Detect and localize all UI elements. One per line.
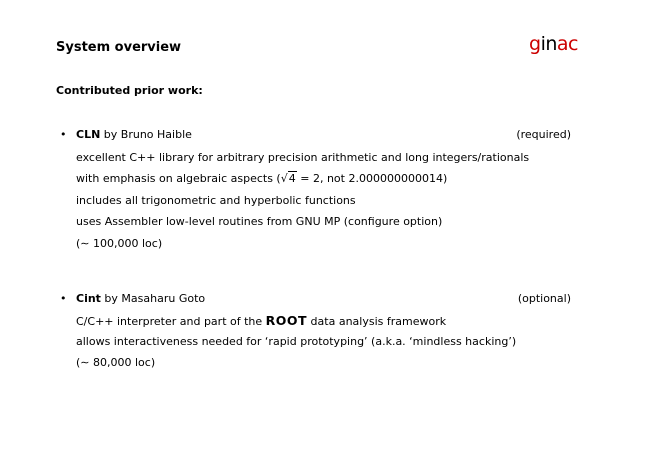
item-tag: (required) — [516, 128, 571, 141]
item-byline: by Masaharu Goto — [100, 292, 206, 305]
bullet-icon: • — [60, 292, 67, 305]
item-line: (∼ 80,000 loc) — [76, 356, 156, 369]
item-name: CLN — [76, 128, 101, 141]
item-line: with emphasis on algebraic aspects (√4 = 2, not 2.000000000014) — [76, 172, 448, 185]
slide-title: System overview — [56, 40, 182, 55]
item-byline: by Bruno Haible — [100, 128, 192, 141]
root-name: ROOT — [265, 313, 308, 328]
item-line: allows interactiveness needed for ‘rapid prototyping’ (a.k.a. ‘mindless hacking’) — [76, 335, 517, 348]
item-line: (∼ 100,000 loc) — [76, 237, 163, 250]
bullet-icon: • — [60, 128, 67, 141]
section-subtitle: Contributed prior work: — [56, 84, 203, 97]
sqrt-expression: √4 — [280, 172, 296, 185]
item-line: uses Assembler low-level routines from GNU MP (configure option) — [76, 215, 443, 228]
item-line: C/C++ interpreter and part of the ROOT data analysis framework — [76, 313, 447, 328]
item-tag: (optional) — [517, 292, 571, 305]
item-name: Cint — [76, 292, 101, 305]
item-line: excellent C++ library for arbitrary precision arithmetic and long integers/rationals — [76, 151, 530, 164]
item-heading — [76, 292, 205, 305]
ginac-logo: ginac — [529, 33, 578, 55]
item-line: includes all trigonometric and hyperbolic functions — [76, 194, 356, 207]
item-heading — [76, 128, 192, 141]
